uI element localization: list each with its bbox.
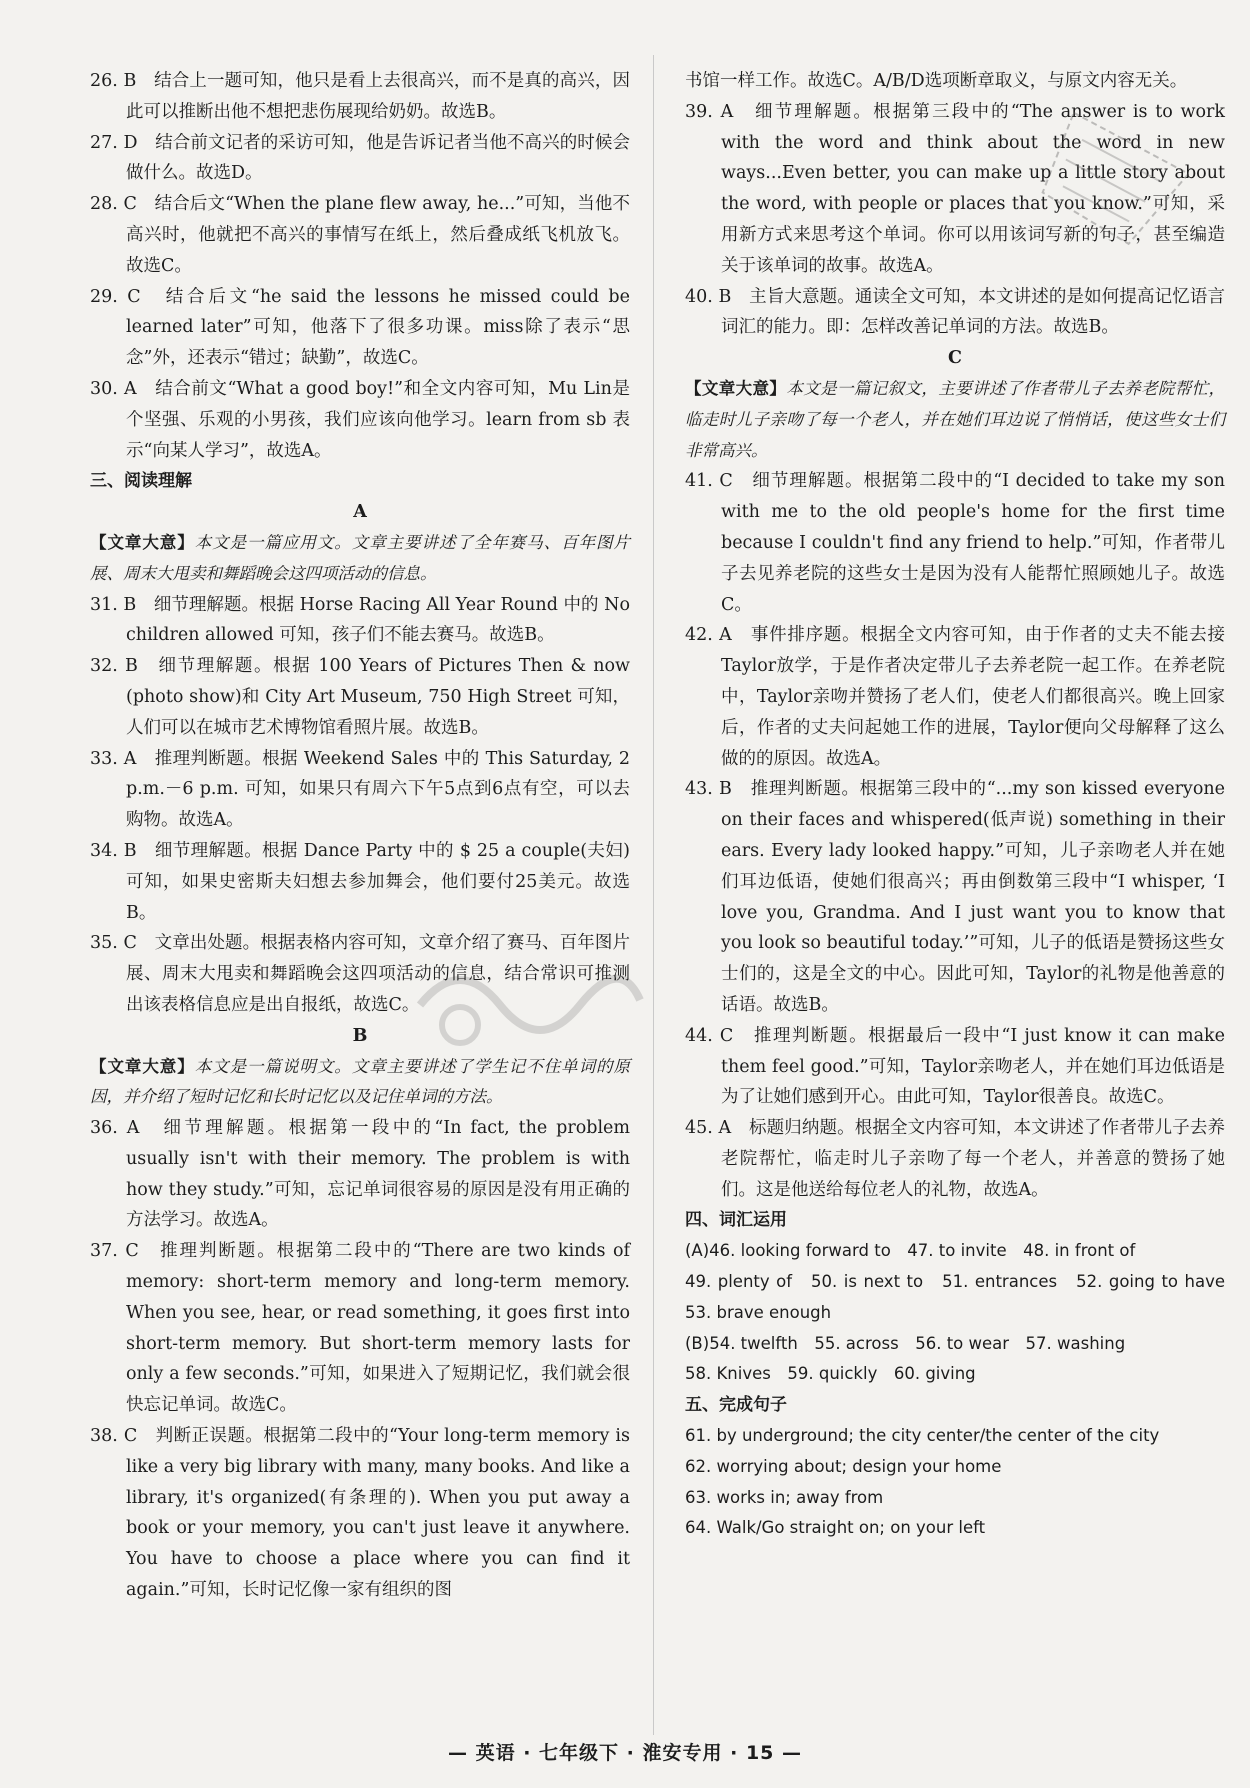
answer-continuation: 书馆一样工作。故选C。A/B/D选项断章取义，与原文内容无关。 — [685, 71, 1188, 91]
answer-item: 27. D 结合前文记者的采访可知，他是告诉记者当他不高兴的时候会做什么。故选D。 — [90, 132, 630, 184]
answer-line: (A)46. looking forward to 47. to invite 48. in front of — [685, 1241, 1136, 1261]
answer-item: 33. A 推理判断题。根据 Weekend Sales 中的 This Saturday, 2 p.m.－6 p.m. 可知，如果只有周六下午5点到6点有空，可以去购物。故选A。 — [90, 748, 630, 831]
answer-line: 49. plenty of 50. is next to 51. entrances 52. going to have 53. brave enough — [685, 1272, 1242, 1322]
answer-item: 31. B 细节理解题。根据 Horse Racing All Year Round 中的 No children allowed 可知，孩子们不能去赛马。故选B。 — [90, 594, 630, 646]
section-heading: 四、词汇运用 — [685, 1210, 787, 1231]
answer-item: 45. A 标题归纳题。根据全文内容可知，本文讲述了作者带儿子去养老院帮忙，临走时儿子亲吻了每一个老人，并善意的赞扬了她们。这是他送给每位老人的礼物，故选A。 — [685, 1118, 1225, 1200]
article-summary — [685, 374, 1225, 466]
watermark-icon — [400, 945, 650, 1055]
answer-item: 39. A 细节理解题。根据第三段中的“The answer is to work with the word and think about the word in new ways...Even better, you can make up a little story about the word, with people or places that you know.”可知，采用新方式来思考这个单词。你可以用该词写新的句子，甚至编造关于该单词的故事。故选A。 — [685, 101, 1225, 276]
right-column — [685, 66, 1242, 1544]
answer-line: 62. worrying about; design your home — [685, 1456, 1002, 1476]
answer-line: 58. Knives 59. quickly 60. giving — [685, 1364, 976, 1384]
answer-item: 29. C 结合后文“he said the lessons he missed could be learned later”可知，他落下了很多功课。miss除了表示“思念”外，还表示“错过；缺勤”，故选C。 — [90, 286, 630, 369]
passage-letter: B — [352, 1025, 368, 1046]
answer-item: 43. B 推理判断题。根据第三段中的“...my son kissed everyone on their faces and whispered(低声说) something in their ears. Every lady looked happy.”可知，儿子亲吻老人并在她们耳边低语，使她们很高兴；再由倒数第三段中“I whisper, ‘I love you, Grandma. And I just want you to know that you look so beautiful today.’”可知，儿子的低语是赞扬这些女士们的，这是全文的中心。因此可知，Taylor的礼物是他善意的话语。故选B。 — [685, 779, 1225, 1015]
answer-item: 42. A 事件排序题。根据全文内容可知，由于作者的丈夫不能去接Taylor放学，于是作者决定带儿子去养老院一起工作。在养老院中，Taylor亲吻并赞扬了老人们，使老人们都很高兴。晚上回家后，作者的丈夫问起她工作的进展，Taylor便向父母解释了这么做的的原因。故选A。 — [685, 625, 1225, 769]
summary-label: 【文章大意】 — [90, 532, 195, 552]
answer-item: 34. B 细节理解题。根据 Dance Party 中的 $ 25 a couple(夫妇)可知，如果史密斯夫妇想去参加舞会，他们要付25美元。故选B。 — [90, 840, 630, 923]
article-summary — [90, 528, 630, 590]
answer-item: 38. C 判断正误题。根据第二段中的“Your long-term memory is like a very big library with many, many books. And like a library, it's organized(有条理的). When you put away a book or your memory, you can't just leave it anywhere. You have to choose a place where you can find it again.”可知，长时记忆像一家有组织的图 — [90, 1426, 630, 1601]
section-heading: 五、完成句子 — [685, 1395, 787, 1416]
answer-item: 30. A 结合前文“What a good boy!”和全文内容可知，Mu Lin是个坚强、乐观的小男孩，我们应该向他学习。learn from sb 表示“向某人学习”，故选A。 — [90, 378, 630, 461]
answer-item: 28. C 结合后文“When the plane flew away, he...”可知，当他不高兴时，他就把不高兴的事情写在纸上，然后叠成纸飞机放飞。故选C。 — [90, 194, 630, 276]
answer-item: 35. C 文章出处题。根据表格内容可知，文章介绍了赛马、百年图片展、周末大甩卖和舞蹈晚会这四项活动的信息，结合常识可推测出该表格信息应是出自报纸，故选C。 — [90, 933, 630, 1015]
answer-item: 44. C 推理判断题。根据最后一段中“I just know it can make them feel good.”可知，Taylor亲吻老人，并在她们耳边低语是为了让她们感到开心。由此可知，Taylor很善良。故选C。 — [685, 1025, 1225, 1108]
answer-item: 37. C 推理判断题。根据第二段中的“There are two kinds of memory: short-term memory and long-term memory. When you see, hear, or read something, it goes first into short-term memory. But short-term memory lasts for only a few seconds.”可知，如果进入了短期记忆，我们就会很快忘记单词。故选C。 — [90, 1241, 630, 1416]
passage-letter: C — [948, 348, 962, 369]
passage-letter: A — [353, 502, 367, 523]
summary-label: 【文章大意】 — [685, 378, 787, 398]
answer-line: 63. works in; away from — [685, 1487, 884, 1507]
page-footer: — 英语 · 七年级下 · 淮安专用 · 15 — — [447, 1742, 802, 1764]
answer-item: 40. B 主旨大意题。通读全文可知，本文讲述的是如何提高记忆语言词汇的能力。即：怎样改善记单词的方法。故选B。 — [685, 286, 1225, 338]
summary-label: 【文章大意】 — [90, 1056, 195, 1076]
left-column — [90, 66, 630, 1606]
answer-item: 26. B 结合上一题可知，他只是看上去很高兴，而不是真的高兴，因此可以推断出他不想把悲伤展现给奶奶。故选B。 — [90, 71, 630, 122]
summary-text: 本文是一篇记叙文，主要讲述了作者带儿子去养老院帮忙，临走时儿子亲吻了每一个老人，并在她们耳边说了悄悄话，使这些女士们非常高兴。 — [685, 378, 1226, 460]
article-summary — [90, 1052, 630, 1114]
answer-line: 64. Walk/Go straight on; on your left — [685, 1518, 986, 1538]
answer-line: 61. by underground; the city center/the center of the city — [685, 1426, 1160, 1446]
summary-text: 本文是一篇应用文。文章主要讲述了全年赛马、百年图片展、周末大甩卖和舞蹈晚会这四项活动的信息。 — [90, 532, 631, 583]
answer-item: 36. A 细节理解题。根据第一段中的“In fact, the problem usually isn't with their memory. The problem is with how they study.”可知，忘记单词很容易的原因是没有用正确的方法学习。故选A。 — [90, 1118, 630, 1231]
column-divider — [653, 55, 654, 1735]
answer-item: 41. C 细节理解题。根据第二段中的“I decided to take my son with me to the old people's home for the first time because I couldn't find any friend to help.”可知，作者带儿子去见养老院的这些女士是因为没有人能帮忙照顾她儿子。故选C。 — [685, 471, 1225, 615]
answer-line: (B)54. twelfth 55. across 56. to wear 57. washing — [685, 1333, 1126, 1353]
section-heading: 三、阅读理解 — [90, 471, 192, 492]
answer-item: 32. B 细节理解题。根据 100 Years of Pictures Then & now (photo show)和 City Art Museum, 750 High Street 可知，人们可以在城市艺术博物馆看照片展。故选B。 — [90, 656, 630, 738]
summary-text: 本文是一篇说明文。文章主要讲述了学生记不住单词的原因，并介绍了短时记忆和长时记忆以及记住单词的方法。 — [90, 1056, 631, 1107]
